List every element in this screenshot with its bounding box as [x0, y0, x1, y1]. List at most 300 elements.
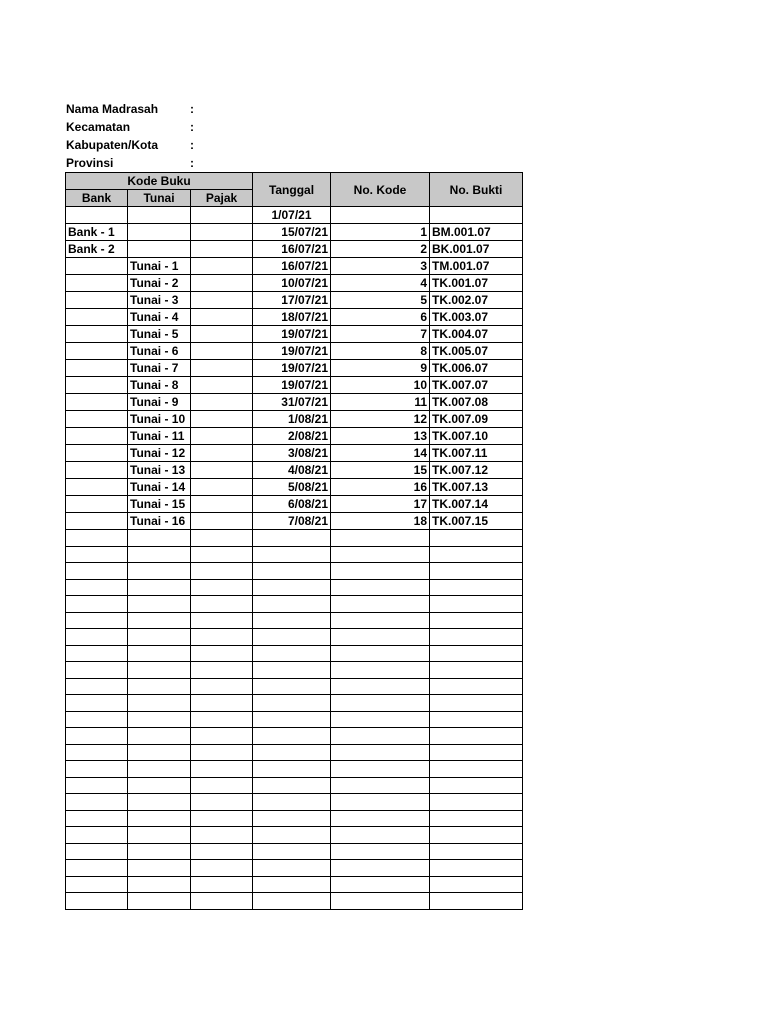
empty-cell[interactable] — [191, 579, 253, 596]
cell-tanggal[interactable]: 19/07/21 — [253, 326, 331, 343]
empty-cell[interactable] — [331, 728, 430, 745]
empty-cell[interactable] — [128, 810, 191, 827]
cell-no-kode[interactable]: 7 — [331, 326, 430, 343]
empty-cell[interactable] — [430, 530, 523, 547]
empty-cell[interactable] — [430, 761, 523, 778]
header-tunai: Tunai — [128, 190, 191, 207]
info-colon: : — [190, 120, 194, 134]
info-label: Nama Madrasah — [66, 102, 159, 116]
empty-cell[interactable] — [331, 761, 430, 778]
info-colon: : — [190, 156, 194, 170]
cell-no-bukti[interactable]: TK.007.09 — [430, 411, 523, 428]
empty-cell[interactable] — [331, 645, 430, 662]
empty-cell[interactable] — [128, 579, 191, 596]
empty-cell[interactable] — [66, 563, 128, 580]
cell-no-kode[interactable]: 14 — [331, 445, 430, 462]
empty-cell[interactable] — [253, 876, 331, 893]
empty-cell[interactable] — [66, 629, 128, 646]
empty-cell[interactable] — [253, 893, 331, 910]
empty-cell[interactable] — [331, 794, 430, 811]
empty-cell[interactable] — [191, 794, 253, 811]
cell-tunai[interactable] — [128, 224, 191, 241]
cell-tanggal[interactable]: 31/07/21 — [253, 394, 331, 411]
cell-bank[interactable] — [66, 445, 128, 462]
cell-tanggal[interactable]: 17/07/21 — [253, 292, 331, 309]
empty-cell[interactable] — [128, 728, 191, 745]
cell-no-bukti[interactable]: TK.007.10 — [430, 428, 523, 445]
empty-cell[interactable] — [128, 645, 191, 662]
empty-cell[interactable] — [66, 794, 128, 811]
empty-cell[interactable] — [430, 563, 523, 580]
cell-pajak[interactable] — [191, 513, 253, 530]
table-row — [66, 258, 523, 275]
empty-cell[interactable] — [253, 579, 331, 596]
empty-cell[interactable] — [66, 777, 128, 794]
cell-tunai[interactable]: Tunai - 7 — [128, 360, 191, 377]
cell-no-kode[interactable]: 9 — [331, 360, 430, 377]
empty-cell[interactable] — [331, 546, 430, 563]
empty-cell[interactable] — [191, 744, 253, 761]
cell-tanggal[interactable]: 15/07/21 — [253, 224, 331, 241]
table-row — [66, 411, 523, 428]
cell-tanggal[interactable]: 1/08/21 — [253, 411, 331, 428]
header-pajak: Pajak — [191, 190, 253, 207]
cell-no-kode[interactable]: 3 — [331, 258, 430, 275]
cell-no-bukti[interactable]: TK.007.15 — [430, 513, 523, 530]
table-row-empty — [66, 777, 523, 794]
empty-cell[interactable] — [253, 546, 331, 563]
empty-cell[interactable] — [430, 662, 523, 679]
cell-no-bukti[interactable]: TK.007.08 — [430, 394, 523, 411]
cell-tanggal[interactable]: 18/07/21 — [253, 309, 331, 326]
table-row-empty — [66, 827, 523, 844]
empty-cell[interactable] — [430, 860, 523, 877]
cell-no-kode[interactable]: 17 — [331, 496, 430, 513]
empty-cell[interactable] — [253, 711, 331, 728]
cell-pajak[interactable] — [191, 377, 253, 394]
cell-no-bukti[interactable]: BM.001.07 — [430, 224, 523, 241]
cell-tunai[interactable]: Tunai - 4 — [128, 309, 191, 326]
table-row — [66, 428, 523, 445]
info-label: Provinsi — [66, 156, 114, 170]
empty-cell[interactable] — [253, 777, 331, 794]
table-row — [66, 224, 523, 241]
empty-cell[interactable] — [331, 860, 430, 877]
cell-pajak[interactable] — [191, 462, 253, 479]
empty-cell[interactable] — [430, 744, 523, 761]
empty-cell[interactable] — [128, 843, 191, 860]
empty-cell[interactable] — [191, 777, 253, 794]
cell-pajak[interactable] — [191, 411, 253, 428]
empty-cell[interactable] — [430, 579, 523, 596]
cell-no-kode[interactable]: 16 — [331, 479, 430, 496]
empty-cell[interactable] — [331, 744, 430, 761]
cell-tunai[interactable]: Tunai - 15 — [128, 496, 191, 513]
empty-cell[interactable] — [430, 810, 523, 827]
cell-tanggal[interactable]: 19/07/21 — [253, 377, 331, 394]
cell-tunai[interactable]: Tunai - 11 — [128, 428, 191, 445]
empty-cell[interactable] — [128, 629, 191, 646]
empty-cell[interactable] — [66, 596, 128, 613]
cell-tunai[interactable]: Tunai - 12 — [128, 445, 191, 462]
empty-cell[interactable] — [191, 810, 253, 827]
cell-no-bukti[interactable]: TM.001.07 — [430, 258, 523, 275]
empty-cell[interactable] — [331, 695, 430, 712]
empty-cell[interactable] — [253, 530, 331, 547]
cell-tanggal[interactable]: 16/07/21 — [253, 241, 331, 258]
table-row — [66, 360, 523, 377]
cell-tanggal[interactable]: 2/08/21 — [253, 428, 331, 445]
cell-bank[interactable] — [66, 377, 128, 394]
header-kode-buku: Kode Buku — [66, 173, 253, 190]
cell-no-kode[interactable]: 11 — [331, 394, 430, 411]
cell-pajak[interactable] — [191, 428, 253, 445]
empty-cell[interactable] — [191, 563, 253, 580]
empty-cell[interactable] — [430, 893, 523, 910]
empty-cell[interactable] — [331, 662, 430, 679]
empty-cell[interactable] — [430, 695, 523, 712]
empty-cell[interactable] — [331, 629, 430, 646]
empty-cell[interactable] — [128, 596, 191, 613]
cell-bank[interactable] — [66, 462, 128, 479]
cell-tanggal[interactable]: 4/08/21 — [253, 462, 331, 479]
cell-bank[interactable] — [66, 428, 128, 445]
empty-cell[interactable] — [331, 678, 430, 695]
table-row-empty — [66, 530, 523, 547]
info-label: Kecamatan — [66, 120, 131, 134]
empty-cell[interactable] — [191, 645, 253, 662]
empty-cell[interactable] — [128, 563, 191, 580]
table-row-empty — [66, 744, 523, 761]
empty-cell[interactable] — [253, 612, 331, 629]
empty-cell[interactable] — [430, 596, 523, 613]
cell-pajak[interactable] — [191, 258, 253, 275]
cell-tanggal[interactable]: 7/08/21 — [253, 513, 331, 530]
empty-cell[interactable] — [331, 893, 430, 910]
cell-bank[interactable] — [66, 292, 128, 309]
table-row-empty — [66, 761, 523, 778]
cell-tunai[interactable]: Tunai - 3 — [128, 292, 191, 309]
empty-cell[interactable] — [128, 761, 191, 778]
table-row-empty — [66, 645, 523, 662]
cell-tunai[interactable]: Tunai - 9 — [128, 394, 191, 411]
cell-tanggal[interactable]: 3/08/21 — [253, 445, 331, 462]
empty-cell[interactable] — [191, 695, 253, 712]
table-row — [66, 326, 523, 343]
kode-buku-table — [65, 172, 523, 910]
table-row-empty — [66, 612, 523, 629]
cell-bank[interactable]: Bank - 2 — [66, 241, 128, 258]
empty-cell[interactable] — [66, 678, 128, 695]
cell-tunai[interactable]: Tunai - 8 — [128, 377, 191, 394]
empty-cell[interactable] — [253, 645, 331, 662]
table-row-empty — [66, 563, 523, 580]
cell-no-bukti[interactable]: TK.007.13 — [430, 479, 523, 496]
empty-cell[interactable] — [253, 860, 331, 877]
empty-cell[interactable] — [253, 761, 331, 778]
empty-cell[interactable] — [253, 794, 331, 811]
empty-cell[interactable] — [191, 843, 253, 860]
cell-tunai[interactable]: Tunai - 10 — [128, 411, 191, 428]
cell-pajak[interactable] — [191, 496, 253, 513]
empty-cell[interactable] — [430, 645, 523, 662]
table-row-empty — [66, 711, 523, 728]
cell-no-kode[interactable]: 10 — [331, 377, 430, 394]
empty-cell[interactable] — [128, 662, 191, 679]
cell-tanggal[interactable]: 19/07/21 — [253, 360, 331, 377]
cell-pajak[interactable] — [191, 343, 253, 360]
empty-cell[interactable] — [191, 893, 253, 910]
cell-tunai[interactable]: Tunai - 5 — [128, 326, 191, 343]
empty-cell[interactable] — [430, 678, 523, 695]
table-row-empty — [66, 596, 523, 613]
empty-cell[interactable] — [128, 546, 191, 563]
empty-cell[interactable] — [331, 530, 430, 547]
empty-cell[interactable] — [253, 596, 331, 613]
table-row-empty — [66, 794, 523, 811]
cell-bank[interactable] — [66, 326, 128, 343]
table-row-empty — [66, 843, 523, 860]
cell-no-bukti[interactable]: TK.007.07 — [430, 377, 523, 394]
empty-cell[interactable] — [430, 827, 523, 844]
empty-cell[interactable] — [253, 563, 331, 580]
cell-pajak[interactable] — [191, 292, 253, 309]
table-row — [66, 496, 523, 513]
empty-cell[interactable] — [66, 612, 128, 629]
empty-cell[interactable] — [128, 711, 191, 728]
cell-tanggal[interactable]: 16/07/21 — [253, 258, 331, 275]
empty-cell[interactable] — [128, 794, 191, 811]
empty-cell[interactable] — [128, 695, 191, 712]
cell-no-kode[interactable]: 1 — [331, 224, 430, 241]
cell-bank[interactable] — [66, 275, 128, 292]
empty-cell[interactable] — [66, 695, 128, 712]
cell-bank[interactable] — [66, 513, 128, 530]
cell-bank[interactable] — [66, 343, 128, 360]
empty-cell[interactable] — [430, 876, 523, 893]
table-row — [66, 343, 523, 360]
empty-cell[interactable] — [191, 761, 253, 778]
empty-cell[interactable] — [430, 794, 523, 811]
empty-cell[interactable] — [191, 662, 253, 679]
info-colon: : — [190, 102, 194, 116]
empty-cell[interactable] — [430, 777, 523, 794]
cell-pajak[interactable] — [191, 445, 253, 462]
empty-cell[interactable] — [191, 860, 253, 877]
cell-bank[interactable] — [66, 496, 128, 513]
empty-cell[interactable] — [331, 563, 430, 580]
cell-tanggal[interactable]: 19/07/21 — [253, 343, 331, 360]
empty-cell[interactable] — [66, 579, 128, 596]
empty-cell[interactable] — [430, 728, 523, 745]
cell-no-kode[interactable]: 2 — [331, 241, 430, 258]
cell-pajak[interactable] — [191, 241, 253, 258]
empty-cell[interactable] — [253, 843, 331, 860]
info-row — [66, 100, 202, 118]
empty-cell[interactable] — [128, 777, 191, 794]
empty-cell[interactable] — [128, 860, 191, 877]
cell-tanggal[interactable]: 6/08/21 — [253, 496, 331, 513]
table-row-empty — [66, 860, 523, 877]
empty-cell[interactable] — [128, 876, 191, 893]
cell-tunai[interactable]: Tunai - 13 — [128, 462, 191, 479]
empty-cell[interactable] — [66, 810, 128, 827]
empty-cell[interactable] — [331, 876, 430, 893]
cell-tunai[interactable]: Tunai - 1 — [128, 258, 191, 275]
info-row — [66, 154, 202, 172]
start-date-cell[interactable]: 1/07/21 — [253, 207, 331, 224]
empty-cell[interactable] — [66, 893, 128, 910]
empty-cell[interactable] — [430, 612, 523, 629]
empty-cell[interactable] — [66, 711, 128, 728]
cell-bank[interactable] — [66, 479, 128, 496]
table-row — [66, 513, 523, 530]
empty-cell[interactable] — [191, 546, 253, 563]
empty-cell[interactable] — [191, 678, 253, 695]
empty-cell[interactable] — [191, 728, 253, 745]
empty-cell[interactable] — [66, 645, 128, 662]
empty-cell[interactable] — [66, 744, 128, 761]
table-row-empty — [66, 579, 523, 596]
cell-bank[interactable] — [66, 411, 128, 428]
header-tanggal: Tanggal — [253, 173, 331, 207]
cell-tunai[interactable]: Tunai - 6 — [128, 343, 191, 360]
cell-pajak[interactable] — [191, 224, 253, 241]
empty-cell[interactable] — [430, 843, 523, 860]
empty-cell[interactable] — [66, 546, 128, 563]
cell-pajak[interactable] — [191, 479, 253, 496]
cell-no-bukti[interactable]: TK.003.07 — [430, 309, 523, 326]
cell-pajak[interactable] — [191, 309, 253, 326]
cell-no-kode[interactable]: 4 — [331, 275, 430, 292]
empty-cell[interactable] — [128, 530, 191, 547]
empty-cell[interactable] — [128, 827, 191, 844]
empty-cell[interactable] — [331, 810, 430, 827]
empty-cell[interactable] — [66, 876, 128, 893]
cell-tunai[interactable]: Tunai - 16 — [128, 513, 191, 530]
cell-no-kode[interactable]: 15 — [331, 462, 430, 479]
cell-no-kode[interactable]: 5 — [331, 292, 430, 309]
cell-no-kode[interactable]: 8 — [331, 343, 430, 360]
cell-bank[interactable] — [66, 309, 128, 326]
table-row-empty — [66, 876, 523, 893]
table-row-empty — [66, 662, 523, 679]
empty-cell[interactable] — [331, 711, 430, 728]
empty-cell[interactable] — [331, 612, 430, 629]
cell-tunai[interactable]: Tunai - 2 — [128, 275, 191, 292]
empty-cell[interactable] — [66, 843, 128, 860]
table-row — [66, 275, 523, 292]
empty-cell[interactable] — [331, 777, 430, 794]
empty-cell[interactable] — [191, 711, 253, 728]
header-no-bukti: No. Bukti — [430, 173, 523, 207]
empty-cell[interactable] — [128, 678, 191, 695]
empty-cell[interactable] — [66, 530, 128, 547]
table-row-empty — [66, 678, 523, 695]
empty-cell[interactable] — [191, 612, 253, 629]
empty-cell[interactable] — [66, 761, 128, 778]
empty-cell[interactable] — [331, 843, 430, 860]
cell-no-bukti[interactable]: TK.001.07 — [430, 275, 523, 292]
cell-pajak[interactable] — [191, 394, 253, 411]
empty-cell[interactable] — [191, 629, 253, 646]
cell-no-kode[interactable]: 13 — [331, 428, 430, 445]
cell-no-bukti[interactable]: TK.007.12 — [430, 462, 523, 479]
cell-no-bukti[interactable]: TK.006.07 — [430, 360, 523, 377]
empty-cell[interactable] — [331, 596, 430, 613]
empty-cell[interactable] — [128, 744, 191, 761]
empty-cell[interactable] — [128, 893, 191, 910]
cell-no-bukti[interactable]: TK.004.07 — [430, 326, 523, 343]
empty-cell[interactable] — [66, 728, 128, 745]
empty-cell[interactable] — [430, 546, 523, 563]
empty-cell[interactable] — [253, 629, 331, 646]
cell-bank[interactable]: Bank - 1 — [66, 224, 128, 241]
cell-tunai[interactable]: Tunai - 14 — [128, 479, 191, 496]
table-row-empty — [66, 893, 523, 910]
empty-cell[interactable] — [253, 827, 331, 844]
madrasah-info — [66, 100, 202, 172]
empty-cell[interactable] — [430, 711, 523, 728]
cell-no-bukti[interactable]: TK.007.14 — [430, 496, 523, 513]
table-row — [66, 377, 523, 394]
empty-cell[interactable] — [191, 596, 253, 613]
empty-cell[interactable] — [66, 860, 128, 877]
empty-cell[interactable] — [331, 579, 430, 596]
cell-pajak[interactable] — [191, 360, 253, 377]
cell-no-bukti[interactable]: BK.001.07 — [430, 241, 523, 258]
cell-no-kode[interactable]: 18 — [331, 513, 430, 530]
info-colon: : — [190, 138, 194, 152]
cell-pajak[interactable] — [191, 326, 253, 343]
table-row — [66, 445, 523, 462]
table-row — [66, 241, 523, 258]
table-row-empty — [66, 546, 523, 563]
info-row — [66, 136, 202, 154]
cell-tunai[interactable] — [128, 241, 191, 258]
cell-bank[interactable] — [66, 394, 128, 411]
table-row — [66, 462, 523, 479]
info-label: Kabupaten/Kota — [66, 138, 159, 152]
cell-no-kode[interactable]: 12 — [331, 411, 430, 428]
cell-no-bukti[interactable]: TK.005.07 — [430, 343, 523, 360]
table-row-empty — [66, 810, 523, 827]
empty-cell[interactable] — [253, 662, 331, 679]
empty-cell[interactable] — [191, 876, 253, 893]
cell-no-bukti[interactable]: TK.007.11 — [430, 445, 523, 462]
empty-cell[interactable] — [191, 530, 253, 547]
empty-cell[interactable] — [430, 629, 523, 646]
cell-no-bukti[interactable]: TK.002.07 — [430, 292, 523, 309]
cell-pajak[interactable] — [191, 275, 253, 292]
cell-bank[interactable] — [66, 360, 128, 377]
empty-cell[interactable] — [253, 744, 331, 761]
empty-cell[interactable] — [331, 827, 430, 844]
empty-cell[interactable] — [66, 827, 128, 844]
cell-tanggal[interactable]: 10/07/21 — [253, 275, 331, 292]
cell-tanggal[interactable]: 5/08/21 — [253, 479, 331, 496]
table-row-empty — [66, 728, 523, 745]
empty-cell[interactable] — [253, 695, 331, 712]
cell-no-kode[interactable]: 6 — [331, 309, 430, 326]
cell-bank[interactable] — [66, 258, 128, 275]
empty-cell[interactable] — [191, 827, 253, 844]
empty-cell[interactable] — [66, 662, 128, 679]
empty-cell[interactable] — [253, 810, 331, 827]
empty-cell[interactable] — [128, 612, 191, 629]
empty-cell[interactable] — [253, 678, 331, 695]
empty-cell[interactable] — [253, 728, 331, 745]
